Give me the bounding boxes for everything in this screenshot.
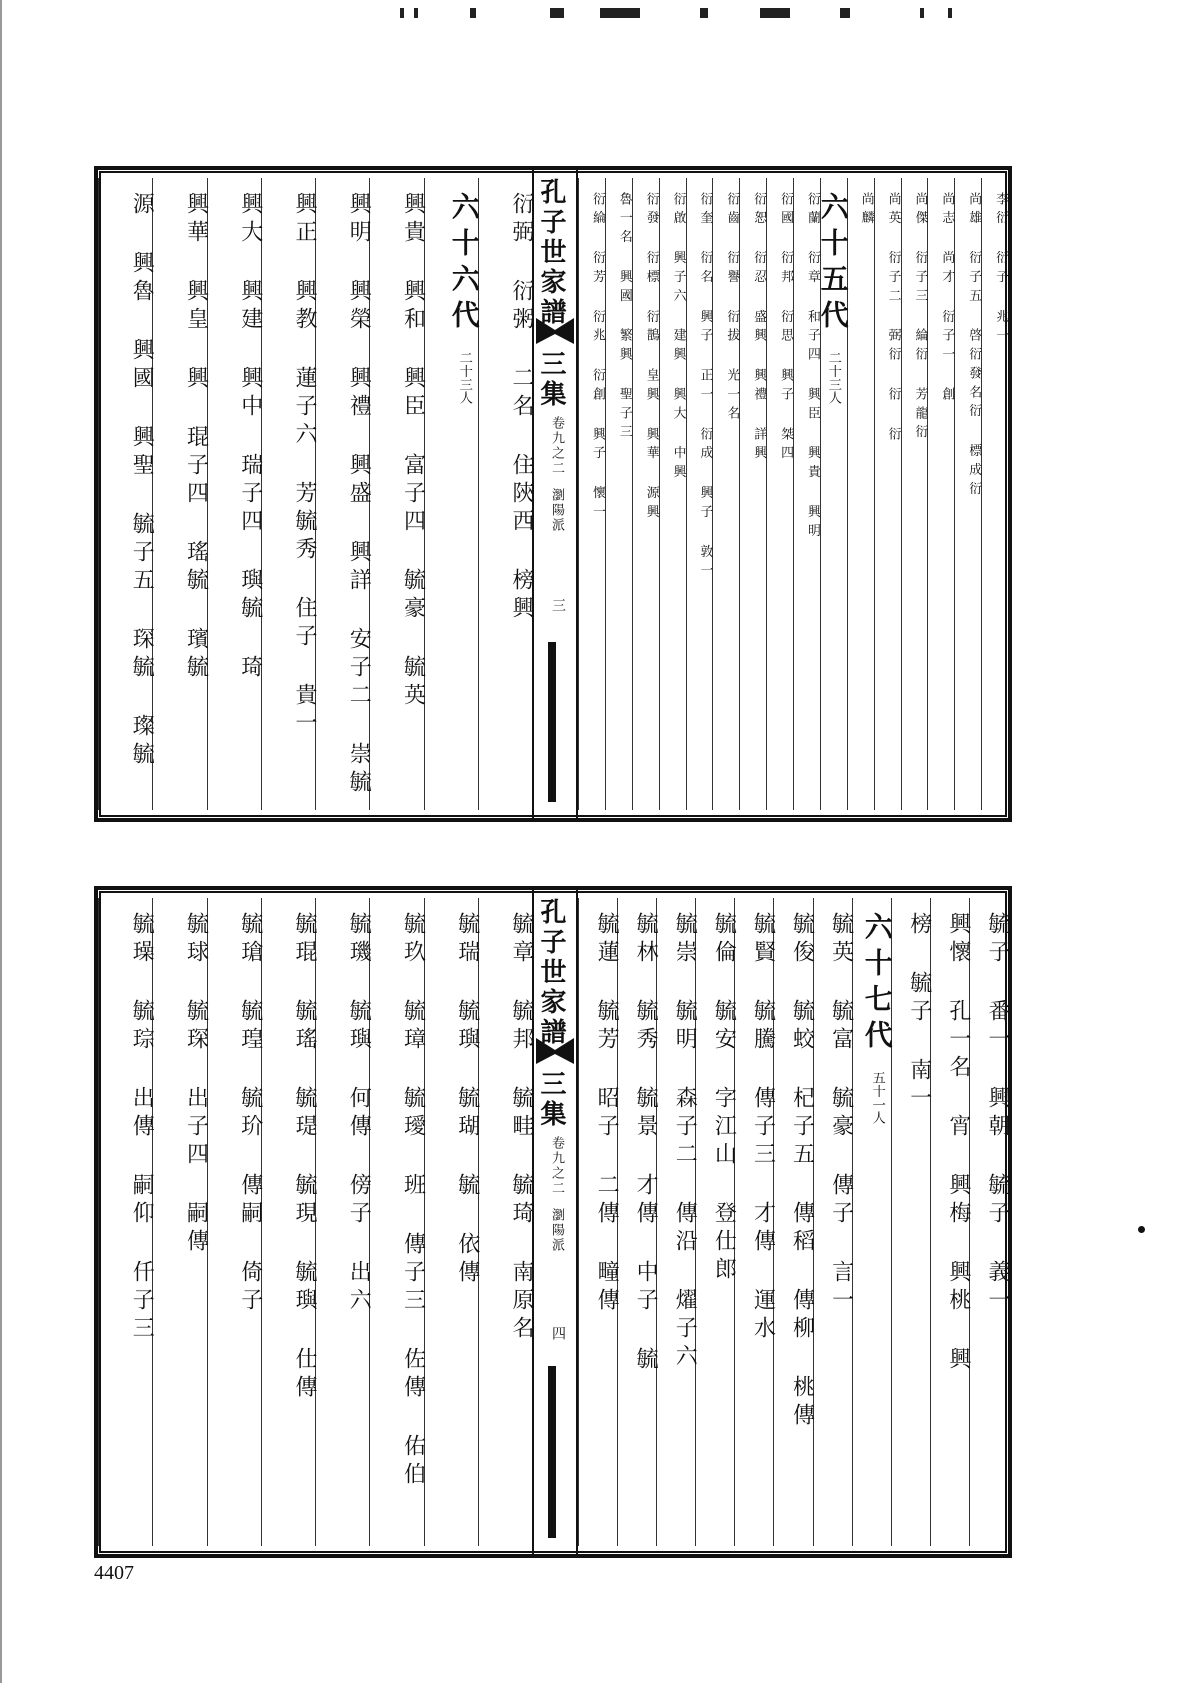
entry-text: 源 興魯 興國 興聖 毓子五 琛毓 璨毓 bbox=[129, 192, 155, 770]
generation-count: 二十三人 bbox=[456, 336, 472, 405]
entry-text: 興大 興建 興中 瑞子四 璵毓 琦 bbox=[237, 192, 263, 683]
genealogy-entry bbox=[874, 178, 901, 810]
entry-text: 衍發 衍標 衍鵲 皇興 興華 源興 bbox=[643, 192, 659, 524]
genealogy-entry bbox=[981, 178, 1008, 810]
entry-text: 毓璪 毓琮 出傳 嗣仰 仟子三 bbox=[129, 912, 155, 1344]
generation-count: 二十三人 bbox=[825, 336, 841, 405]
genealogy-entry bbox=[927, 178, 954, 810]
genealogy-entry bbox=[261, 898, 315, 1546]
genealogy-entry bbox=[632, 178, 659, 810]
entry-text: 毓玖 毓璋 毓璦 班 傳子三 佐傳 佑伯 bbox=[400, 912, 426, 1490]
entry-text: 興華 興皇 興 琨子四 瑤毓 璸毓 bbox=[183, 192, 209, 683]
genealogy-entry bbox=[315, 178, 372, 810]
top-bleed-marks bbox=[400, 8, 960, 22]
genealogy-entry bbox=[617, 898, 659, 1546]
entry-text: 毓章 毓邦 毓畦 毓琦 南原名 bbox=[509, 912, 534, 1344]
bottom-bar bbox=[548, 1366, 556, 1538]
genealogy-entry bbox=[261, 178, 315, 810]
generation-title: 六十五代 bbox=[816, 192, 850, 336]
genealogy-entry bbox=[793, 178, 820, 810]
genealogy-entry bbox=[659, 178, 686, 810]
genealogy-entry bbox=[901, 178, 928, 810]
entry-text: 興懷 孔一名 宵 興梅 興桃 興 bbox=[945, 912, 971, 1375]
entry-text: 毓瑲 毓瑝 毓玠 傳嗣 倚子 bbox=[237, 912, 263, 1316]
entry-text: 衍蘭 衍章 和子四 興臣 興貴 興明 bbox=[804, 192, 820, 543]
entry-text: 衍恕 衍忍 盛興 興禮 詳興 bbox=[751, 192, 767, 465]
scan-speck bbox=[1138, 1226, 1145, 1233]
entry-text: 毓蓮 毓芳 昭子 二傳 疃傳 bbox=[594, 912, 620, 1316]
genealogy-entry bbox=[98, 898, 155, 1546]
entry-text: 毓賢 毓騰 傳子三 才傳 運水 bbox=[750, 912, 776, 1344]
entry-text: 衍國 衍邦 衍思 興子 桀四 bbox=[778, 192, 793, 465]
entry-text: 尚雄 衍子五 啓衍發名衍 標成衍 bbox=[966, 192, 982, 501]
entry-text: 毓瑞 毓璵 毓瑚 毓 依傳 bbox=[454, 912, 480, 1288]
entry-text: 尚傑 衍子三 綸衍 芳龍衍 bbox=[912, 192, 928, 444]
generation-heading bbox=[816, 178, 850, 810]
book-title: 孔子世家譜 bbox=[536, 898, 566, 1048]
branch-label: 瀏陽派 bbox=[549, 488, 564, 533]
entry-text: 衍奎 衍名 興子 正一 衍成 興子 敦一 bbox=[697, 192, 713, 583]
genealogy-entry bbox=[734, 898, 776, 1546]
genealogy-entry bbox=[695, 898, 737, 1546]
entry-text: 衍綸 衍芳 衍兆 衍創 興子 懷一 bbox=[589, 192, 605, 524]
scan-left-edge bbox=[0, 0, 2, 1683]
leaf-number: 三 bbox=[550, 598, 566, 612]
generation-heading bbox=[424, 178, 481, 810]
center-header-top bbox=[532, 170, 578, 818]
entry-text: 興正 興教 蓮子六 芳毓秀 住子 貴一 bbox=[292, 192, 317, 739]
generation-heading bbox=[852, 898, 894, 1546]
entry-text: 毓林 毓秀 毓景 才傳 中子 毓 bbox=[633, 912, 659, 1375]
entry-text: 尚麟 bbox=[858, 192, 874, 230]
entry-text: 毓崇 毓明 森子二 傳沿 燿子六 bbox=[672, 912, 698, 1372]
page-frame-bottom bbox=[94, 886, 1012, 1558]
genealogy-entry bbox=[739, 178, 766, 810]
genealogy-entry bbox=[478, 898, 532, 1546]
entry-text: 尚英 衍子二 弼衍 衍 衍 bbox=[885, 192, 901, 446]
genealogy-entry bbox=[578, 178, 605, 810]
bottom-bar bbox=[548, 642, 556, 802]
entry-text: 尚志 尚才 衍子一 創 bbox=[939, 192, 955, 406]
genealogy-entry bbox=[891, 898, 930, 1546]
volume-label: 卷九之二 bbox=[549, 416, 564, 476]
page-frame-top bbox=[94, 166, 1012, 822]
genealogy-entry bbox=[847, 178, 874, 810]
genealogy-entry bbox=[930, 898, 969, 1546]
genealogy-entry bbox=[478, 178, 532, 810]
entry-text: 興明 興榮 興禮 興盛 興詳 安子二 崇毓 bbox=[346, 192, 372, 798]
branch-label: 瀏陽派 bbox=[549, 1208, 564, 1253]
generation-count: 五十一人 bbox=[869, 1056, 885, 1125]
genealogy-entry bbox=[578, 898, 620, 1546]
genealogy-entry bbox=[152, 898, 209, 1546]
entry-text: 李衍 衍子 兆一 bbox=[993, 192, 1008, 348]
genealogy-entry bbox=[766, 178, 793, 810]
genealogy-entry bbox=[98, 178, 155, 810]
volume-label: 卷九之二 bbox=[549, 1136, 564, 1196]
page-number: 4407 bbox=[94, 1562, 134, 1584]
entry-text: 毓球 毓琛 出子四 嗣傳 bbox=[183, 912, 209, 1257]
book-title: 孔子世家譜 bbox=[536, 178, 566, 328]
leaf-number: 四 bbox=[550, 1326, 566, 1340]
entry-text: 榜 毓子 南一 bbox=[906, 912, 932, 1114]
genealogy-entry bbox=[369, 178, 426, 810]
entry-text: 毓子 番一 興朝 毓子 義一 bbox=[984, 912, 1010, 1316]
entry-text: 興貴 興和 興臣 富子四 毓豪 毓英 bbox=[400, 192, 426, 711]
entry-text: 魯一名 興國 繁興 聖子三 bbox=[616, 192, 632, 444]
collection-label: 三集 bbox=[536, 350, 566, 410]
genealogy-entry bbox=[207, 178, 261, 810]
fish-tail-ornament-icon bbox=[536, 318, 574, 344]
entry-text: 毓璣 毓璵 何傳 傍子 出六 bbox=[346, 912, 372, 1316]
entry-text: 毓俊 毓蛟 杞子五 傳稻 傳柳 桃傳 bbox=[789, 912, 815, 1431]
entry-text: 毓琨 毓瑤 毓瑅 毓現 毓璵 仕傳 bbox=[292, 912, 317, 1403]
entry-text: 毓倫 毓安 字江山 登仕郎 bbox=[711, 912, 737, 1285]
genealogy-entry bbox=[686, 178, 713, 810]
genealogy-entry bbox=[369, 898, 426, 1546]
genealogy-entry bbox=[656, 898, 698, 1546]
generation-title: 六十七代 bbox=[860, 912, 894, 1056]
genealogy-entry bbox=[813, 898, 852, 1546]
genealogy-entry bbox=[152, 178, 209, 810]
center-header-bottom bbox=[532, 890, 578, 1554]
generation-title: 六十六代 bbox=[447, 192, 481, 336]
genealogy-entry bbox=[207, 898, 261, 1546]
genealogy-entry bbox=[773, 898, 815, 1546]
genealogy-entry bbox=[969, 898, 1008, 1546]
genealogy-entry bbox=[954, 178, 981, 810]
genealogy-entry bbox=[315, 898, 372, 1546]
genealogy-entry bbox=[424, 898, 478, 1546]
entry-text: 衍齒 衍譽 衍拔 光一名 bbox=[724, 192, 740, 425]
fish-tail-ornament-icon bbox=[536, 1038, 574, 1064]
genealogy-entry bbox=[605, 178, 632, 810]
entry-text: 衍弼 衍粥 二名 住陝西 榜興 bbox=[509, 192, 534, 624]
genealogy-entry bbox=[712, 178, 739, 810]
entry-text: 衍啟 興子六 建興 興大 中興 bbox=[670, 192, 686, 484]
entry-text: 毓英 毓富 毓豪 傳子 言一 bbox=[828, 912, 854, 1316]
collection-label: 三集 bbox=[536, 1070, 566, 1130]
